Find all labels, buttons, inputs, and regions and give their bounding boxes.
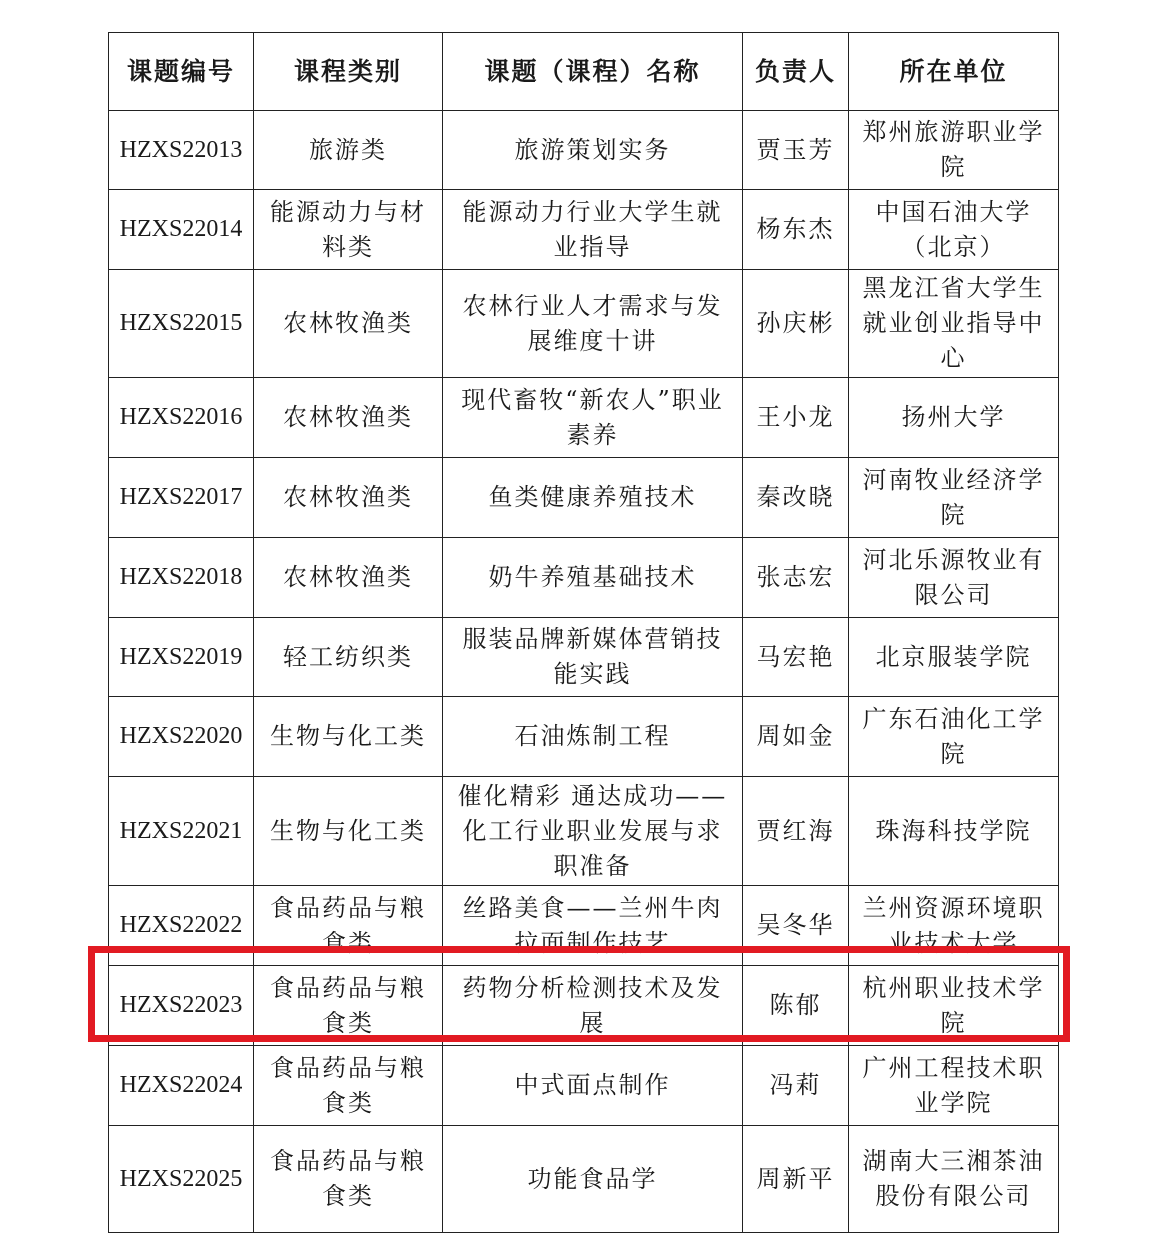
course-code: HZXS22014 <box>109 190 254 270</box>
table-row <box>109 190 1059 270</box>
course-unit: 河南牧业经济学院 <box>849 458 1059 538</box>
course-code: HZXS22025 <box>109 1126 254 1233</box>
course-category: 农林牧渔类 <box>254 270 443 378</box>
course-category: 食品药品与粮食类 <box>254 966 443 1046</box>
course-name: 能源动力行业大学生就业指导 <box>443 190 743 270</box>
table-row <box>109 777 1059 886</box>
course-code: HZXS22021 <box>109 777 254 886</box>
header-code: 课题编号 <box>109 33 254 111</box>
course-owner: 马宏艳 <box>743 618 849 697</box>
course-owner: 陈郁 <box>743 966 849 1046</box>
course-name: 鱼类健康养殖技术 <box>443 458 743 538</box>
table-row <box>109 618 1059 697</box>
course-category: 生物与化工类 <box>254 777 443 886</box>
course-owner: 周新平 <box>743 1126 849 1233</box>
header-name: 课题（课程）名称 <box>443 33 743 111</box>
course-code: HZXS22018 <box>109 538 254 618</box>
course-owner: 吴冬华 <box>743 886 849 966</box>
header-category: 课程类别 <box>254 33 443 111</box>
course-code: HZXS22023 <box>109 966 254 1046</box>
course-code: HZXS22022 <box>109 886 254 966</box>
course-code: HZXS22017 <box>109 458 254 538</box>
course-unit: 杭州职业技术学院 <box>849 966 1059 1046</box>
table-row-highlighted <box>109 966 1059 1046</box>
table-row <box>109 1126 1059 1233</box>
header-row <box>109 33 1059 111</box>
course-unit: 扬州大学 <box>849 378 1059 458</box>
course-name: 石油炼制工程 <box>443 697 743 777</box>
course-unit: 中国石油大学（北京） <box>849 190 1059 270</box>
course-owner: 张志宏 <box>743 538 849 618</box>
table-row <box>109 538 1059 618</box>
course-category: 农林牧渔类 <box>254 538 443 618</box>
table-row <box>109 458 1059 538</box>
course-unit: 广东石油化工学院 <box>849 697 1059 777</box>
header-unit: 所在单位 <box>849 33 1059 111</box>
course-category: 农林牧渔类 <box>254 378 443 458</box>
course-category: 生物与化工类 <box>254 697 443 777</box>
course-unit: 珠海科技学院 <box>849 777 1059 886</box>
course-code: HZXS22020 <box>109 697 254 777</box>
table-row <box>109 111 1059 190</box>
course-table <box>108 32 1059 1233</box>
course-owner: 孙庆彬 <box>743 270 849 378</box>
course-name: 农林行业人才需求与发展维度十讲 <box>443 270 743 378</box>
course-name: 现代畜牧“新农人”职业素养 <box>443 378 743 458</box>
course-unit: 黑龙江省大学生就业创业指导中心 <box>849 270 1059 378</box>
course-unit: 郑州旅游职业学院 <box>849 111 1059 190</box>
table-row <box>109 697 1059 777</box>
course-name: 丝路美食——兰州牛肉拉面制作技艺 <box>443 886 743 966</box>
table-row <box>109 886 1059 966</box>
course-code: HZXS22016 <box>109 378 254 458</box>
course-code: HZXS22015 <box>109 270 254 378</box>
course-owner: 冯莉 <box>743 1046 849 1126</box>
course-owner: 秦改晓 <box>743 458 849 538</box>
course-owner: 周如金 <box>743 697 849 777</box>
course-category: 旅游类 <box>254 111 443 190</box>
course-owner: 杨东杰 <box>743 190 849 270</box>
course-category: 轻工纺织类 <box>254 618 443 697</box>
course-name: 旅游策划实务 <box>443 111 743 190</box>
course-name: 服装品牌新媒体营销技能实践 <box>443 618 743 697</box>
course-category: 食品药品与粮食类 <box>254 1046 443 1126</box>
course-category: 食品药品与粮食类 <box>254 1126 443 1233</box>
course-name: 中式面点制作 <box>443 1046 743 1126</box>
course-name: 催化精彩 通达成功——化工行业职业发展与求职准备 <box>443 777 743 886</box>
course-category: 食品药品与粮食类 <box>254 886 443 966</box>
course-owner: 贾玉芳 <box>743 111 849 190</box>
course-category: 能源动力与材料类 <box>254 190 443 270</box>
course-unit: 广州工程技术职业学院 <box>849 1046 1059 1126</box>
course-unit: 河北乐源牧业有限公司 <box>849 538 1059 618</box>
course-owner: 王小龙 <box>743 378 849 458</box>
course-unit: 北京服装学院 <box>849 618 1059 697</box>
course-category: 农林牧渔类 <box>254 458 443 538</box>
course-name: 药物分析检测技术及发展 <box>443 966 743 1046</box>
course-code: HZXS22024 <box>109 1046 254 1126</box>
course-owner: 贾红海 <box>743 777 849 886</box>
course-name: 奶牛养殖基础技术 <box>443 538 743 618</box>
table-row <box>109 1046 1059 1126</box>
course-unit: 湖南大三湘茶油股份有限公司 <box>849 1126 1059 1233</box>
course-code: HZXS22013 <box>109 111 254 190</box>
header-owner: 负责人 <box>743 33 849 111</box>
course-name: 功能食品学 <box>443 1126 743 1233</box>
table-row <box>109 270 1059 378</box>
course-unit: 兰州资源环境职业技术大学 <box>849 886 1059 966</box>
course-code: HZXS22019 <box>109 618 254 697</box>
table-row <box>109 378 1059 458</box>
